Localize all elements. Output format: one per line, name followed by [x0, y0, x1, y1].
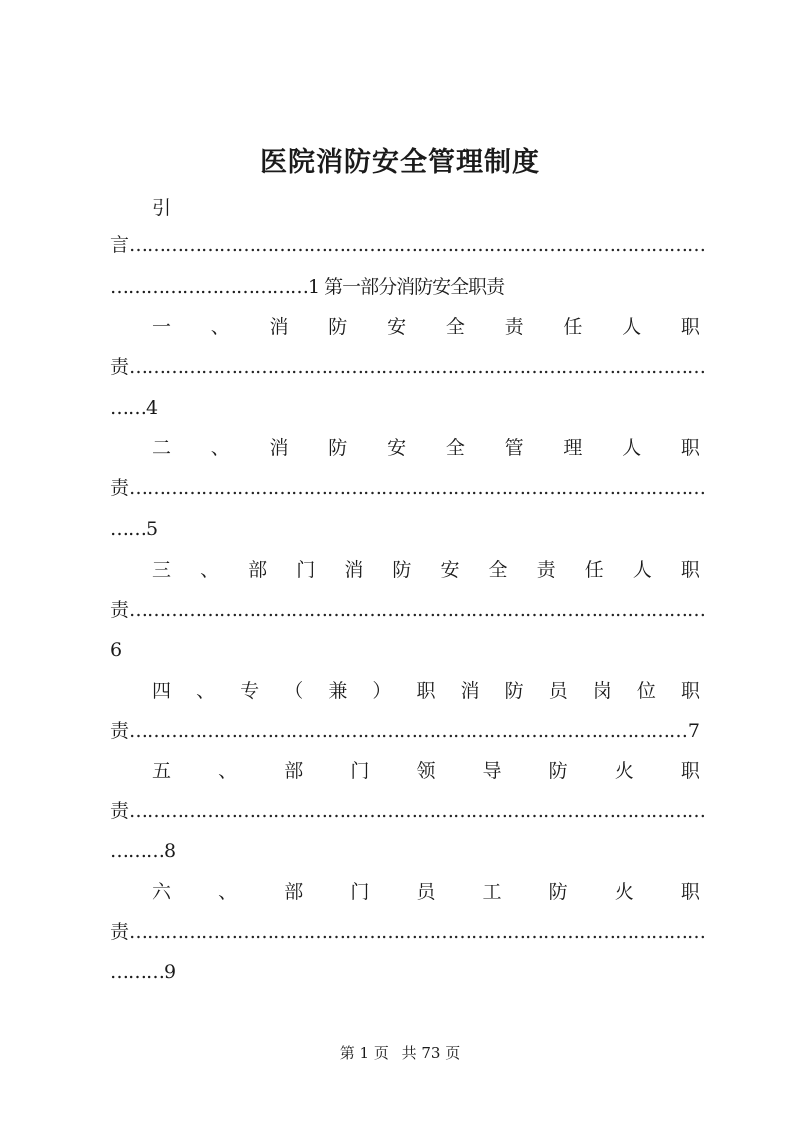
toc-entry-1-page: ……4: [110, 397, 158, 419]
toc-char: 安: [440, 559, 460, 581]
toc-char: 火: [614, 760, 634, 782]
toc-char: 员: [548, 680, 568, 702]
toc-char: ）: [372, 680, 392, 702]
toc-char: 、: [210, 316, 230, 338]
toc-char: 门: [350, 881, 370, 903]
footer-total-pages: 共 73 页: [401, 1044, 461, 1062]
toc-char: 理: [563, 437, 583, 459]
toc-entry-4-leader-line: [110, 716, 700, 746]
toc-entry-5-end-char: 责: [110, 800, 130, 822]
toc-entry-2-end-char: 责: [110, 477, 130, 499]
toc-entry-4-page: 7: [687, 720, 700, 742]
toc-intro-trailer: ……………………………1 第一部分消防安全职责: [110, 276, 505, 298]
toc-entry-1-end-char: 责: [110, 356, 130, 378]
toc-char: 防: [548, 881, 568, 903]
toc-char: 、: [200, 559, 220, 581]
toc-char: 、: [210, 437, 230, 459]
toc-char: 二: [152, 437, 172, 459]
toc-entry-4-heading: [152, 676, 700, 706]
toc-char: 门: [350, 760, 370, 782]
toc-char: 管: [504, 437, 524, 459]
toc-dot-leader: [129, 595, 705, 625]
toc-entry-3-page: 6: [110, 639, 123, 661]
toc-dot-leader: [129, 352, 705, 382]
toc-dot-leader: [129, 917, 705, 947]
toc-entry-6-heading: [152, 877, 700, 907]
toc-char: 专: [240, 680, 260, 702]
toc-char: 人: [622, 316, 642, 338]
toc-intro-leader-line: [110, 230, 705, 260]
page-footer: [0, 1041, 800, 1065]
toc-char: 工: [482, 881, 502, 903]
toc-char: 消: [460, 680, 480, 702]
toc-char: 人: [632, 559, 652, 581]
toc-char: 职: [680, 559, 700, 581]
toc-char: 职: [416, 680, 436, 702]
toc-char: 五: [152, 760, 172, 782]
toc-char: 一: [152, 316, 172, 338]
toc-char: 消: [269, 437, 289, 459]
toc-char: 、: [218, 881, 238, 903]
footer-page-number: 第 1 页: [339, 1044, 389, 1062]
toc-char: 任: [584, 559, 604, 581]
toc-dot-leader: [129, 716, 688, 746]
toc-char: 员: [416, 881, 436, 903]
toc-char: 职: [680, 881, 700, 903]
toc-entry-2-leader-line: [110, 473, 705, 503]
toc-char: 门: [296, 559, 316, 581]
toc-char: 责: [536, 559, 556, 581]
toc-intro-first-char: 引: [152, 197, 172, 219]
toc-entry-4-end-char: 责: [110, 720, 130, 742]
toc-entry-1-leader-line: [110, 352, 705, 382]
toc-char: 全: [445, 437, 465, 459]
toc-char: 、: [196, 680, 216, 702]
toc-entry-5-page: ………8: [110, 840, 176, 862]
toc-entry-3-end-char: 责: [110, 599, 130, 621]
toc-char: 消: [344, 559, 364, 581]
toc-char: 职: [680, 316, 700, 338]
toc-char: 全: [445, 316, 465, 338]
toc-entry-2-heading: [152, 433, 700, 463]
toc-char: 导: [482, 760, 502, 782]
toc-entry-5-heading: [152, 756, 700, 786]
toc-entry-1-heading: [152, 312, 700, 342]
toc-char: 部: [248, 559, 268, 581]
toc-entry-2-page: ……5: [110, 518, 158, 540]
toc-entry-6-leader-line: [110, 917, 705, 947]
toc-char: （: [284, 680, 304, 702]
toc-char: 岗: [592, 680, 612, 702]
toc-char: 责: [504, 316, 524, 338]
toc-char: 兼: [328, 680, 348, 702]
toc-char: 防: [392, 559, 412, 581]
toc-char: 防: [328, 316, 348, 338]
toc-char: 防: [504, 680, 524, 702]
toc-char: 位: [636, 680, 656, 702]
toc-char: 职: [680, 437, 700, 459]
toc-char: 安: [387, 437, 407, 459]
toc-char: 四: [152, 680, 172, 702]
toc-entry-3-leader-line: [110, 595, 705, 625]
toc-intro-second-char: 言: [110, 234, 130, 256]
toc-entry-6-page: ………9: [110, 961, 176, 983]
toc-entry-3-heading: [152, 555, 700, 585]
toc-char: 六: [152, 881, 172, 903]
toc-char: 人: [622, 437, 642, 459]
toc-char: 任: [563, 316, 583, 338]
toc-dot-leader: [129, 230, 705, 260]
toc-entry-6-end-char: 责: [110, 921, 130, 943]
toc-char: 、: [218, 760, 238, 782]
toc-char: 全: [488, 559, 508, 581]
toc-char: 部: [284, 881, 304, 903]
toc-char: 消: [269, 316, 289, 338]
toc-char: 火: [614, 881, 634, 903]
toc-entry-5-leader-line: [110, 796, 705, 826]
toc-dot-leader: [129, 796, 705, 826]
toc-char: 安: [387, 316, 407, 338]
document-title: 医院消防安全管理制度: [260, 147, 540, 178]
toc-char: 职: [680, 760, 700, 782]
toc-char: 防: [328, 437, 348, 459]
toc-char: 部: [284, 760, 304, 782]
toc-char: 防: [548, 760, 568, 782]
toc-char: 职: [680, 680, 700, 702]
toc-dot-leader: [129, 473, 705, 503]
toc-char: 三: [152, 559, 172, 581]
toc-char: 领: [416, 760, 436, 782]
